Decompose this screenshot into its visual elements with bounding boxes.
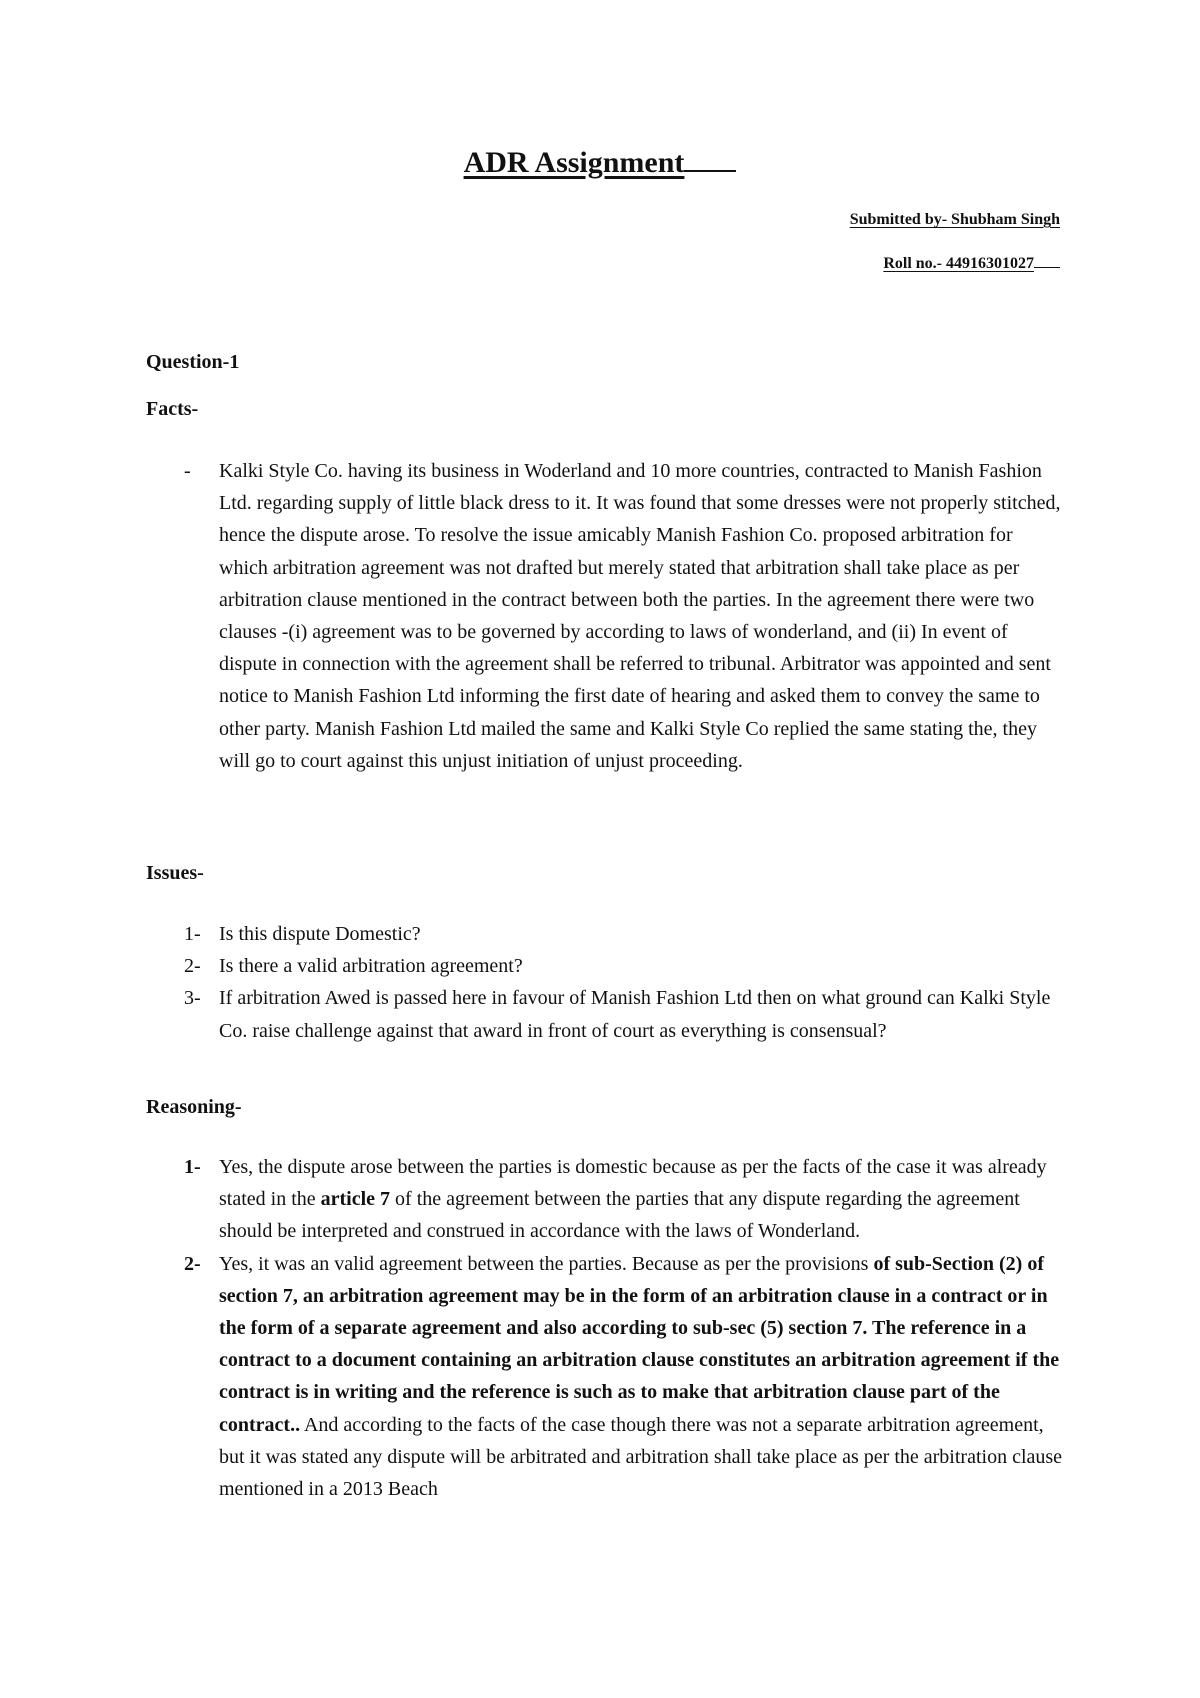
list-number: 1- [184,923,201,945]
list-number: 1- [184,1156,201,1178]
issues-list [146,918,1066,1047]
reasoning-text-post: of the agreement between the parties that any dispute regarding the agreement should be interpreted and construed in accordance with the laws of Wonderland. [219,1188,1020,1243]
list-item [146,918,1066,950]
dash-bullet: - [184,460,191,482]
title-underline [684,150,736,172]
reasoning-text-bold: article 7 [320,1188,391,1211]
title-text: ADR Assignment [463,146,685,179]
document-title [0,146,1200,180]
facts-heading: Facts- [146,398,199,420]
reasoning-heading: Reasoning- [146,1096,242,1118]
facts-paragraph [146,455,1066,777]
roll-number [883,255,1060,273]
list-number: 2- [184,955,201,978]
roll-underline [1034,255,1060,268]
reasoning-list [146,1151,1066,1505]
reasoning-text-pre: Yes, it was an valid agreement between the parties. Because as per the provisions [219,1252,874,1275]
reasoning-text-pre: Yes, the dispute arose between the parties is domestic because as per the facts of the case it was already stated in the [219,1156,1047,1211]
list-item [146,1151,1066,1248]
issue-text: Is this dispute Domestic? [219,923,421,945]
issue-text: If arbitration Awed is passed here in favour of Manish Fashion Ltd then on what ground can Kalki Style Co. raise challenge against that award in front of court as everything is consensual? [219,987,1051,1042]
roll-number-text: Roll no.- 44916301027 [883,255,1034,272]
issues-heading: Issues- [146,862,204,884]
list-number: 2- [184,1252,201,1275]
submitted-by: Submitted by- Shubham Singh [849,211,1060,228]
list-item [146,950,1066,982]
reasoning-text-post: And according to the facts of the case though there was not a separate arbitration agreement, but it was stated any dispute will be arbitrated and arbitration shall take place as per the arbitration clause mentioned in a 2013 Beach [219,1413,1063,1501]
list-item [146,982,1066,1046]
reasoning-text-bold: of sub-Section (2) of section 7, an arbitration agreement may be in the form of an arbitration clause in a contract or in the form of a separate agreement and also according to sub-sec (5) section 7. The reference in a contract to a document containing an arbitration clause constitutes an arbitration agreement if the contract is in writing and the reference is such as to make that arbitration clause part of the contract.. [219,1252,1060,1436]
list-number: 3- [184,987,201,1010]
issue-text: Is there a valid arbitration agreement? [219,955,523,978]
list-item [146,1248,1066,1506]
question-label: Question-1 [146,351,240,373]
facts-section [146,455,1066,777]
facts-text: Kalki Style Co. having its business in Woderland and 10 more countries, contracted to Manish Fashion Ltd. regarding supply of little black dress to it. It was found that some dresses were not properly stitched, hence the dispute arose. To resolve the issue amicably Manish Fashion Co. proposed arbitration for which arbitration agreement was not drafted but merely stated that arbitration shall take place as per arbitration clause mentioned in the contract between both the parties. In the agreement there were two clauses -(i) agreement was to be governed by according to laws of wonderland, and (ii) In event of dispute in connection with the agreement shall be referred to tribunal. Arbitrator was appointed and sent notice to Manish Fashion Ltd informing the first date of hearing and asked them to convey the same to other party. Manish Fashion Ltd mailed the same and Kalki Style Co replied the same stating the, they will go to court against this unjust initiation of unjust proceeding. [219,460,1061,772]
